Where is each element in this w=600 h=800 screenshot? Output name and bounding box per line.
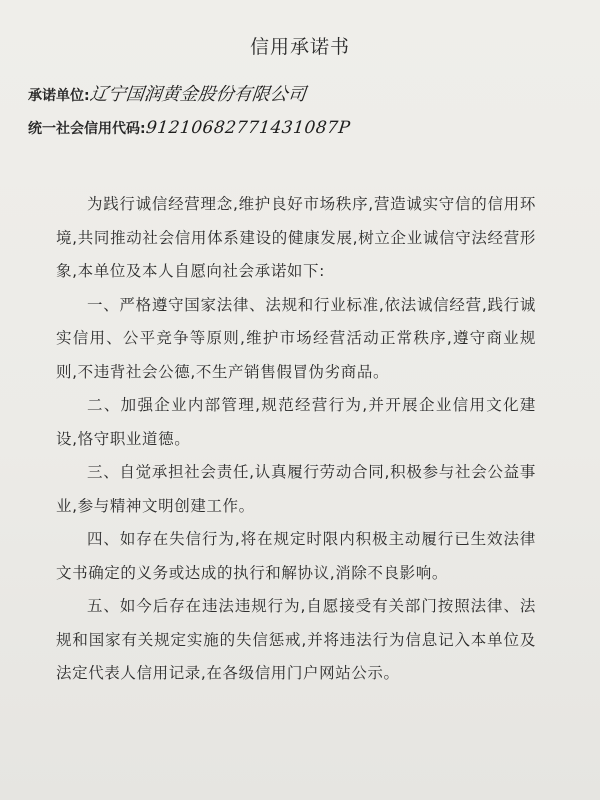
credit-code-row <box>28 118 350 138</box>
document-title: 信用承诺书 <box>249 36 350 58</box>
unit-label: 承诺单位: <box>28 88 90 104</box>
commitment-item-1: 一、严格遵守国家法律、法规和行业标准,依法诚信经营,践行诚实信用、公平竞争等原则,维护市场经营活动正常秩序,遵守商业规则,不违背社会公德,不生产销售假冒伪劣商品。 <box>56 295 536 381</box>
credit-code-handwritten-value: 91210682771431087P <box>144 118 351 138</box>
commitment-item-4: 四、如存在失信行为,将在规定时限内积极主动履行已生效法律文书确定的义务或达成的执行和解协议,消除不良影响。 <box>56 530 536 582</box>
commitment-item-3: 三、自觉承担社会责任,认真履行劳动合同,积极参与社会公益事业,参与精神文明创建工作。 <box>56 463 536 515</box>
intro-paragraph: 为践行诚信经营理念,维护良好市场秩序,营造诚实守信的信用环境,共同推动社会信用体系建设的健康发展,树立企业诚信守法经营形象,本单位及本人自愿向社会承诺如下: <box>56 195 536 280</box>
commitment-item-2: 二、加强企业内部管理,规范经营行为,并开展企业信用文化建设,恪守职业道德。 <box>56 396 536 448</box>
commitment-body <box>56 188 536 691</box>
credit-code-label: 统一社会信用代码: <box>28 121 146 137</box>
unit-handwritten-value: 辽宁国润黄金股份有限公司 <box>88 84 307 105</box>
commitment-item-5: 五、如今后存在违法违规行为,自愿接受有关部门按照法律、法规和国家有关规定实施的失信惩戒,并将违法行为信息记入本单位及法定代表人信用记录,在各级信用门户网站公示。 <box>56 597 536 682</box>
unit-row <box>28 80 306 106</box>
